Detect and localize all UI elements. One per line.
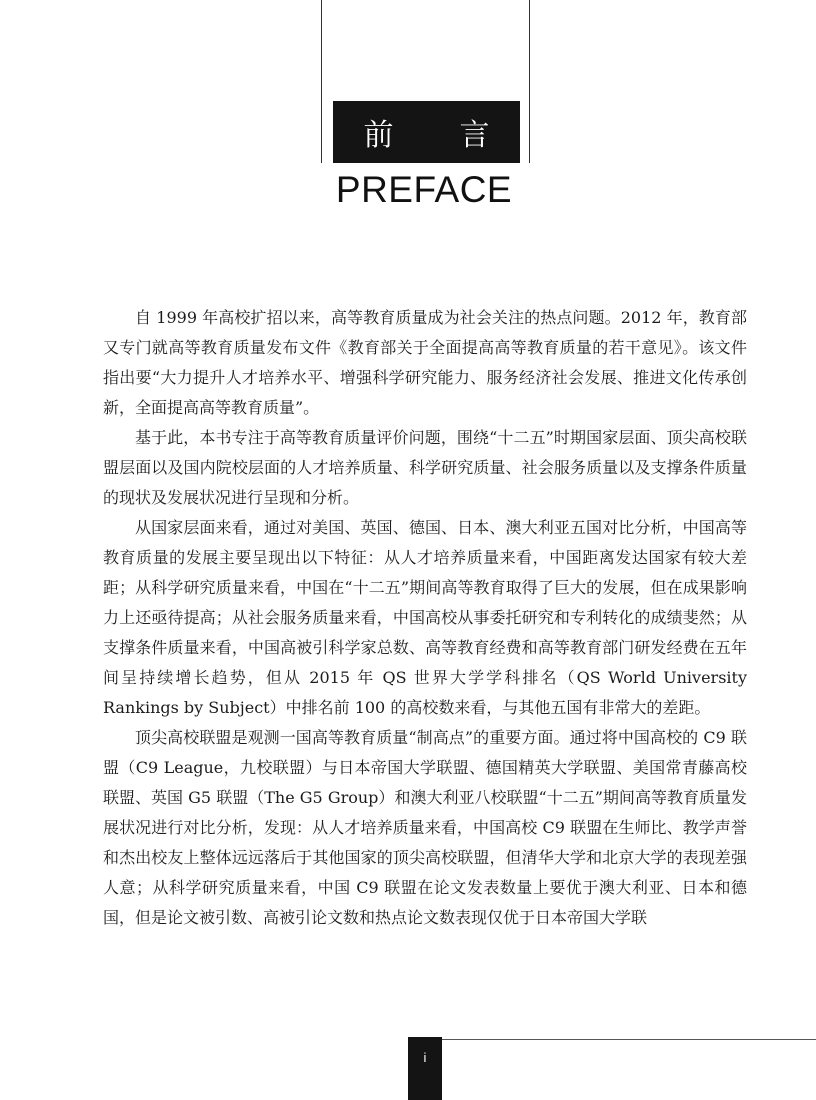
footer-rule [442,1039,816,1040]
left-vertical-rule [321,0,322,163]
chapter-subtitle: PREFACE [335,169,513,210]
title-char-2: 言 [459,118,490,153]
paragraph-2: 基于此，本书专注于高等教育质量评价问题，围绕“十二五”时期国家层面、顶尖高校联盟层面以及国内院校层面的人才培养质量、科学研究质量、社会服务质量以及支撑条件质量的现状及发展状况进行呈现和分析。 [103,428,747,507]
chapter-title-box [333,101,520,163]
body-text [103,303,747,933]
page-number-tab [408,1037,442,1100]
page-number: i [423,1050,427,1065]
paragraph-4: 顶尖高校联盟是观测一国高等教育质量“制高点”的重要方面。通过将中国高校的 C9 联盟（C9 League，九校联盟）与日本帝国大学联盟、德国精英大学联盟、美国常青藤高校联盟、英国 G5 联盟（The G5 Group）和澳大利亚八校联盟“十二五”期间高等教育质量发展状况进行对比分析，发现：从人才培养质量来看，中国高校 C9 联盟在生师比、教学声誉和杰出校友上整体远远落后于其他国家的顶尖高校联盟，但清华大学和北京大学的表现差强人意；从科学研究质量来看，中国 C9 联盟在论文发表数量上要优于澳大利亚、日本和德国，但是论文被引数、高被引论文数和热点论文数表现仅优于日本帝国大学联 [103,728,747,927]
title-char-1: 前 [363,118,394,153]
paragraph-1: 自 1999 年高校扩招以来，高等教育质量成为社会关注的热点问题。2012 年，教育部又专门就高等教育质量发布文件《教育部关于全面提高高等教育质量的若干意见》。该文件指出要“大力提升人才培养水平、增强科学研究能力、服务经济社会发展、推进文化传承创新，全面提高高等教育质量”。 [103,308,747,417]
paragraph-3: 从国家层面来看，通过对美国、英国、德国、日本、澳大利亚五国对比分析，中国高等教育质量的发展主要呈现出以下特征：从人才培养质量来看，中国距离发达国家有较大差距；从科学研究质量来看，中国在“十二五”期间高等教育取得了巨大的发展，但在成果影响力上还亟待提高；从社会服务质量来看，中国高校从事委托研究和专利转化的成绩斐然；从支撑条件质量来看，中国高被引科学家总数、高等教育经费和高等教育部门研发经费在五年间呈持续增长趋势，但从 2015 年 QS 世界大学学科排名（QS World University Rankings by Subject）中排名前 100 的高校数来看，与其他五国有非常大的差距。 [103,518,747,717]
right-vertical-rule [529,0,530,163]
